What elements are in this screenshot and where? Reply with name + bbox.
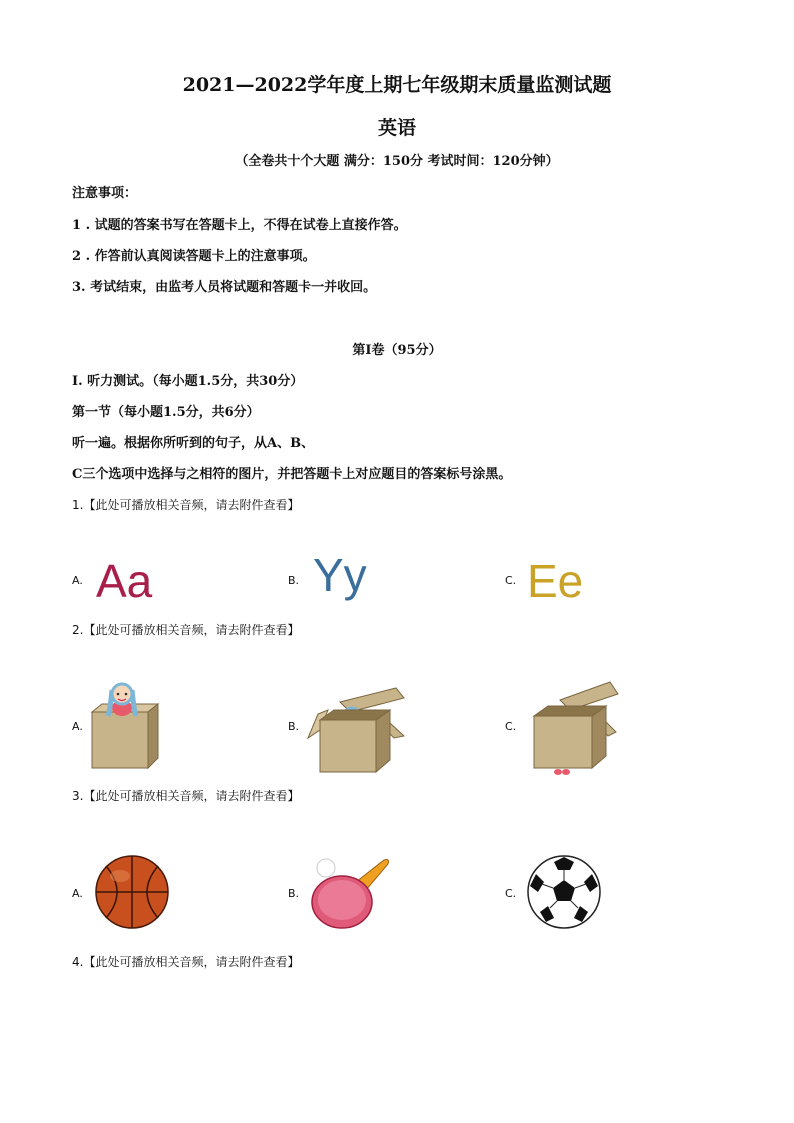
- exam-info: （全卷共十个大题 满分：150分 考试时间：120分钟）: [235, 154, 559, 169]
- instruction-line-1: 听一遍。根据你所听到的句子，从A、B、: [72, 436, 315, 451]
- option-label: C.: [505, 574, 517, 587]
- option-label: B.: [288, 574, 300, 587]
- option-label: A.: [72, 720, 83, 733]
- letter-yy: Yy: [313, 549, 367, 601]
- letter-aa: Aa: [96, 555, 153, 607]
- exam-subject: 英语: [377, 117, 416, 139]
- option-label: A.: [72, 574, 83, 587]
- option-label: A.: [72, 887, 83, 900]
- note-item-3: 3. 考试结束，由监考人员将试题和答题卡一并收回。: [72, 280, 377, 295]
- question-4: [72, 953, 299, 970]
- question-text: 【此处可播放相关音频，请去附件查看】: [83, 955, 300, 969]
- letter-ee: Ee: [527, 555, 584, 607]
- question-2: [72, 621, 299, 638]
- doll-in-box-image: [306, 680, 406, 776]
- soccer-ball-image: [526, 854, 602, 930]
- question-3: [72, 787, 299, 804]
- question-text: 【此处可播放相关音频，请去附件查看】: [83, 623, 300, 637]
- question-text: 【此处可播放相关音频，请去附件查看】: [83, 789, 300, 803]
- instruction-line-2: C三个选项中选择与之相符的图片，并把答题卡上对应题目的答案标号涂黑。: [72, 467, 512, 482]
- question-1: [72, 496, 299, 513]
- question-number: 4.: [72, 955, 84, 969]
- basketball-image: [94, 854, 170, 930]
- option-label: C.: [505, 887, 517, 900]
- question-number: 1.: [72, 498, 84, 512]
- ping-pong-paddle-image: [308, 852, 392, 932]
- sub-heading: 第一节（每小题1.5分，共6分）: [72, 405, 260, 420]
- doll-on-box-image: [88, 680, 164, 772]
- note-item-1: 1 . 试题的答案书写在答题卡上，不得在试卷上直接作答。: [72, 218, 407, 233]
- exam-title: 2021—2022学年度上期七年级期末质量监测试题: [182, 74, 612, 96]
- option-label: B.: [288, 720, 300, 733]
- notes-heading: 注意事项：: [72, 186, 138, 201]
- note-item-2: 2 . 作答前认真阅读答题卡上的注意事项。: [72, 249, 316, 264]
- doll-under-box-image: [524, 678, 624, 778]
- question-number: 3.: [72, 789, 84, 803]
- question-number: 2.: [72, 623, 84, 637]
- option-label: C.: [505, 720, 517, 733]
- question-text: 【此处可播放相关音频，请去附件查看】: [83, 498, 300, 512]
- volume-heading: 第Ⅰ卷（95分）: [352, 343, 442, 358]
- part-heading: Ⅰ. 听力测试。（每小题1.5分，共30分）: [72, 374, 304, 389]
- option-label: B.: [288, 887, 300, 900]
